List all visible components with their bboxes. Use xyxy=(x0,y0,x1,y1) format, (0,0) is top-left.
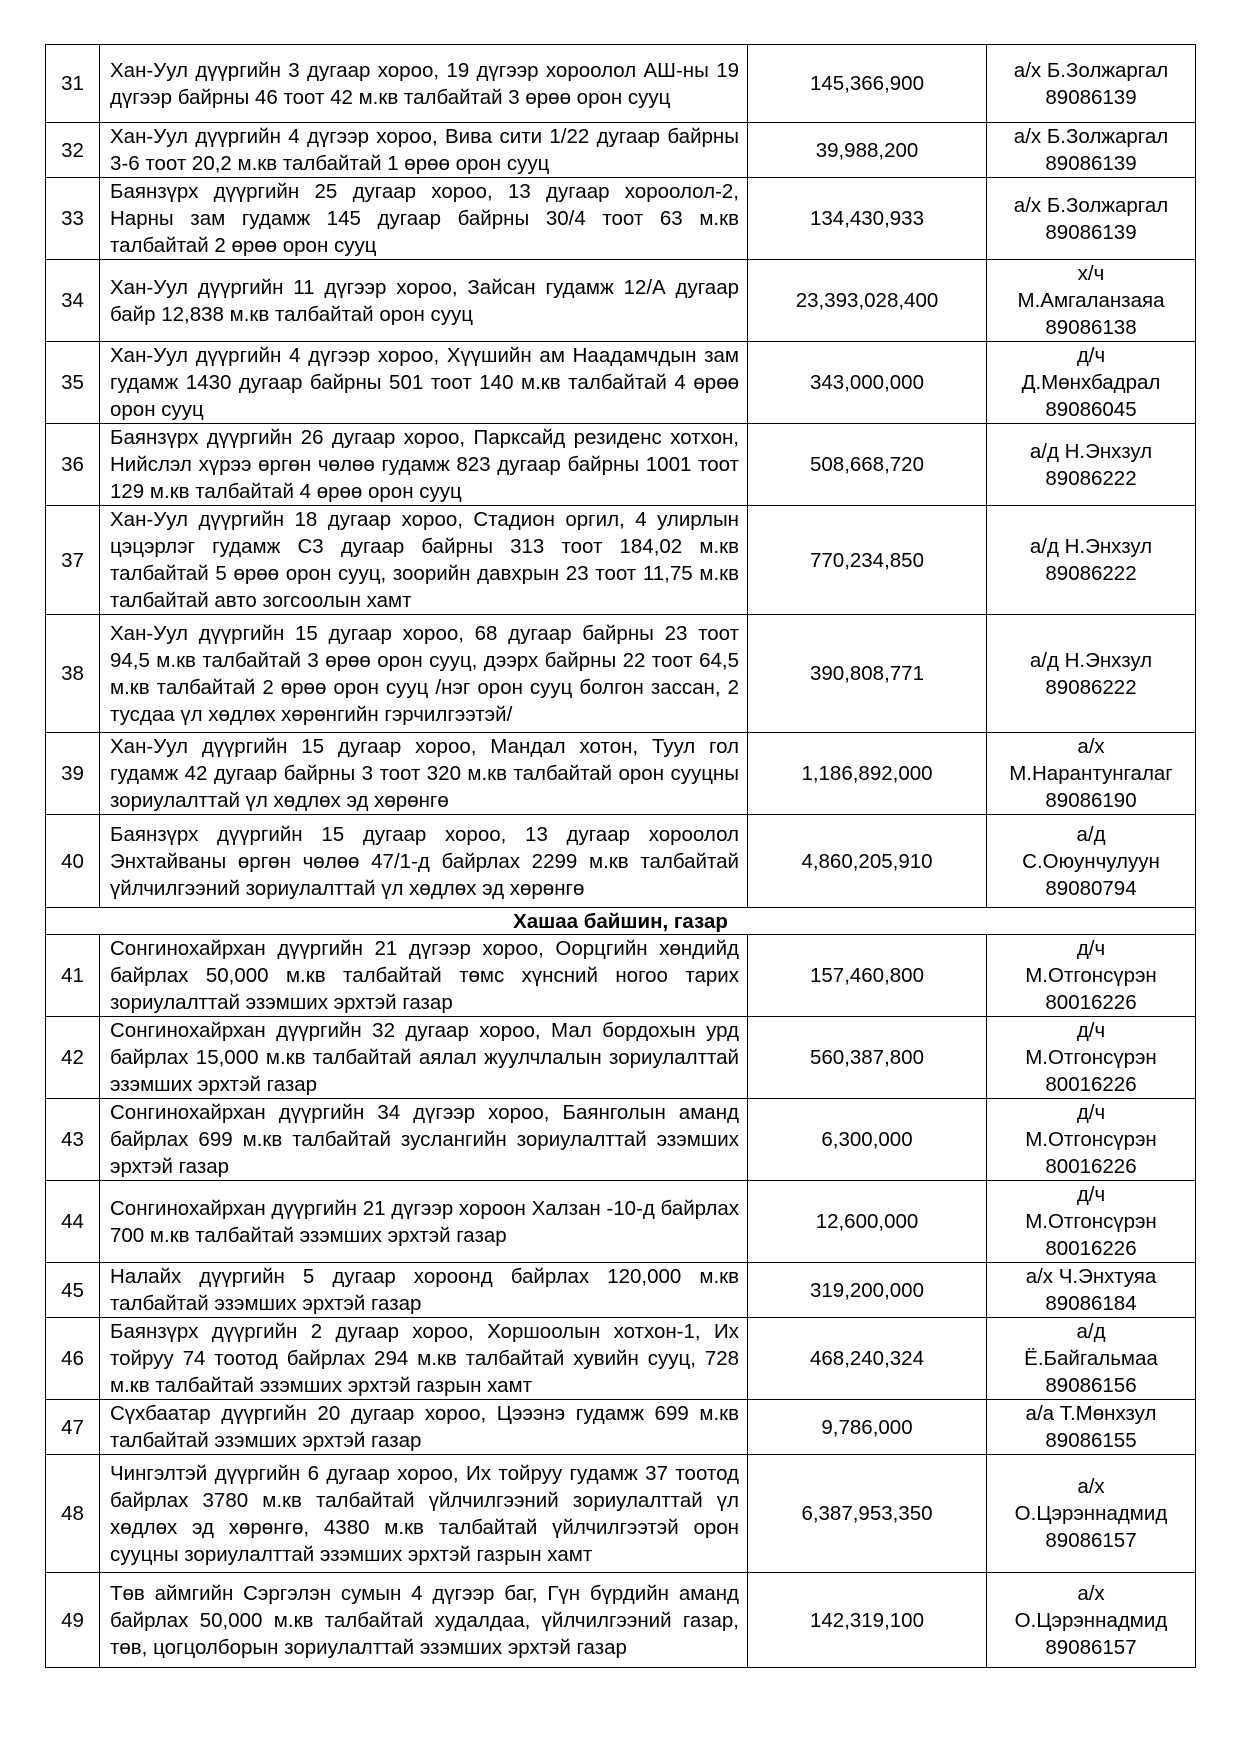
table-row xyxy=(46,615,1196,733)
table-row xyxy=(46,1318,1196,1400)
contact-name-line: а/д Н.Энхзул xyxy=(1029,439,1153,463)
property-table xyxy=(45,44,1196,1668)
contact-name-line: Ё.Байгальмаа xyxy=(1024,1347,1158,1370)
section-header-row xyxy=(46,908,1196,935)
starting-price: 39,988,200 xyxy=(748,123,987,178)
contact-name-line: а/х Ч.Энхтуяа xyxy=(1025,1265,1157,1288)
contact-name-line: а/а Т.Мөнхзул xyxy=(1025,1402,1157,1425)
contact-person xyxy=(987,1017,1196,1099)
table-row xyxy=(46,1455,1196,1573)
contact-name-line: а/д xyxy=(1076,1320,1106,1343)
starting-price: 12,600,000 xyxy=(748,1181,987,1263)
property-description: Хан-Уул дүүргийн 18 дугаар хороо, Стадион оргил, 4 улирлын цэцэрлэг гудамж С3 дугаар байрны 313 тоот 184,02 м.кв талбайтай 5 өрөө орон сууц, зоорийн давхрын 23 тоот 11,75 м.кв талбайтай авто зогсоолын хамт xyxy=(100,506,748,615)
property-description: Хан-Уул дүүргийн 3 дугаар хороо, 19 дүгээр хороолол АШ-ны 19 дүгээр байрны 46 тоот 42 м.кв талбайтай 3 өрөө орон сууц xyxy=(100,45,748,123)
table-row xyxy=(46,1181,1196,1263)
contact-name-line: М.Нарантунгалаг xyxy=(1009,762,1173,785)
contact-name-line: М.Отгонсүрэн xyxy=(1025,1210,1157,1233)
table-row xyxy=(46,1099,1196,1181)
contact-phone: 89086155 xyxy=(1045,1429,1137,1452)
contact-person xyxy=(987,1400,1196,1455)
row-number: 41 xyxy=(46,935,100,1017)
property-description: Налайх дүүргийн 5 дугаар хороонд байрлах 120,000 м.кв талбайтай эзэмших эрхтэй газар xyxy=(100,1263,748,1318)
contact-person xyxy=(987,1455,1196,1573)
contact-name-line: а/х Б.Золжаргал xyxy=(1013,58,1169,82)
contact-name-line: Д.Мөнхбадрал xyxy=(1021,371,1161,394)
row-number: 47 xyxy=(46,1400,100,1455)
contact-person xyxy=(987,1573,1196,1668)
property-description: Баянзүрх дүүргийн 25 дугаар хороо, 13 дугаар хороолол-2, Нарны зам гудамж 145 дугаар байрны 30/4 тоот 63 м.кв талбайтай 2 өрөө орон сууц xyxy=(100,178,748,260)
row-number: 42 xyxy=(46,1017,100,1099)
row-number: 48 xyxy=(46,1455,100,1573)
table-row xyxy=(46,342,1196,424)
property-description: Чингэлтэй дүүргийн 6 дугаар хороо, Их тойруу гудамж 37 тоотод байрлах 3780 м.кв талбайтай үйлчилгээний зориулалттай үл хөдлөх эд хөрөнгө, 4380 м.кв талбайтай үйлчилгээтэй орон сууцны зориулалттай эзэмших эрхтэй газрын хамт xyxy=(100,1455,748,1573)
contact-name-line: а/х xyxy=(1077,1581,1105,1605)
table-row xyxy=(46,1573,1196,1668)
contact-name-line: д/ч xyxy=(1076,1101,1106,1124)
property-description: Сонгинохайрхан дүүргийн 21 дүгээр хороо, Оорцгийн хөндийд байрлах 50,000 м.кв талбайтай төмс хүнсний ногоо тарих зориулалттай эзэмших эрхтэй газар xyxy=(100,935,748,1017)
contact-person xyxy=(987,615,1196,733)
starting-price: 4,860,205,910 xyxy=(748,815,987,908)
property-description: Сонгинохайрхан дүүргийн 21 дүгээр хороон Халзан -10-д байрлах 700 м.кв талбайтай эзэмших эрхтэй газар xyxy=(100,1181,748,1263)
contact-name-line: д/ч xyxy=(1076,344,1106,367)
contact-phone: 89086139 xyxy=(1045,85,1137,109)
contact-person xyxy=(987,815,1196,908)
contact-phone: 89086156 xyxy=(1045,1374,1137,1397)
row-number: 35 xyxy=(46,342,100,424)
property-description: Баянзүрх дүүргийн 15 дугаар хороо, 13 дугаар хороолол Энхтайваны өргөн чөлөө 47/1-д байрлах 2299 м.кв талбайтай үйлчилгээний зориулалттай үл хөдлөх эд хөрөнгө xyxy=(100,815,748,908)
contact-name-line: а/д Н.Энхзул xyxy=(1029,535,1153,558)
starting-price: 145,366,900 xyxy=(748,45,987,123)
table-body-apartments xyxy=(46,45,1196,908)
contact-name-line: О.Цэрэннадмид xyxy=(1014,1502,1168,1525)
contact-phone: 89086139 xyxy=(1045,220,1137,244)
property-description: Хан-Уул дүүргийн 15 дугаар хороо, 68 дугаар байрны 23 тоот 94,5 м.кв талбайтай 3 өрөө орон сууц, дээрх байрны 22 тоот 64,5 м.кв талбайтай 2 өрөө орон сууц /нэг орон сууц болгон зассан, 2 тусдаа үл хөдлөх хөрөнгийн гэрчилгээтэй/ xyxy=(100,615,748,733)
row-number: 33 xyxy=(46,178,100,260)
contact-phone: 89086157 xyxy=(1045,1529,1137,1552)
contact-name-line: С.Оюунчулуун xyxy=(1022,849,1160,873)
starting-price: 770,234,850 xyxy=(748,506,987,615)
contact-phone: 80016226 xyxy=(1045,991,1137,1014)
table-row xyxy=(46,935,1196,1017)
starting-price: 319,200,000 xyxy=(748,1263,987,1318)
contact-name-line: д/ч xyxy=(1076,1183,1106,1206)
row-number: 31 xyxy=(46,45,100,123)
property-description: Төв аймгийн Сэргэлэн сумын 4 дүгээр баг, Гүн бүрдийн аманд байрлах 50,000 м.кв талбайтай худалдаа, үйлчилгээний газар, төв, цогцолборын зориулалттай эзэмших эрхтэй газар xyxy=(100,1573,748,1668)
table-row xyxy=(46,733,1196,815)
row-number: 49 xyxy=(46,1573,100,1668)
contact-name-line: а/х xyxy=(1077,1475,1105,1498)
contact-person xyxy=(987,260,1196,342)
property-description: Сонгинохайрхан дүүргийн 34 дүгээр хороо, Баянголын аманд байрлах 699 м.кв талбайтай зуслангийн зориулалттай эзэмших эрхтэй газар xyxy=(100,1099,748,1181)
contact-phone: 89086157 xyxy=(1045,1635,1137,1659)
contact-person xyxy=(987,1099,1196,1181)
contact-person xyxy=(987,123,1196,178)
property-description: Баянзүрх дүүргийн 2 дугаар хороо, Хоршоолын хотхон-1, Их тойруу 74 тоотод байрлах 294 м.кв талбайтай хувийн сууц, 728 м.кв талбайтай эзэмших эрхтэй газрын хамт xyxy=(100,1318,748,1400)
table-row xyxy=(46,1263,1196,1318)
contact-name-line: М.Отгонсүрэн xyxy=(1025,964,1157,987)
starting-price: 1,186,892,000 xyxy=(748,733,987,815)
contact-person xyxy=(987,342,1196,424)
contact-phone: 89086184 xyxy=(1045,1292,1137,1315)
starting-price: 390,808,771 xyxy=(748,615,987,733)
row-number: 38 xyxy=(46,615,100,733)
table-row xyxy=(46,123,1196,178)
row-number: 44 xyxy=(46,1181,100,1263)
starting-price: 343,000,000 xyxy=(748,342,987,424)
contact-person xyxy=(987,935,1196,1017)
contact-person xyxy=(987,733,1196,815)
starting-price: 6,387,953,350 xyxy=(748,1455,987,1573)
contact-name-line: а/д Н.Энхзул xyxy=(1029,648,1153,672)
contact-person xyxy=(987,424,1196,506)
property-description: Хан-Уул дүүргийн 4 дүгээр хороо, Хүүшийн ам Наадамчдын зам гудамж 1430 дугаар байрны 501 тоот 140 м.кв талбайтай 4 өрөө орон сууц xyxy=(100,342,748,424)
contact-name-line: х/ч xyxy=(1077,262,1105,285)
table-row xyxy=(46,45,1196,123)
starting-price: 9,786,000 xyxy=(748,1400,987,1455)
contact-phone: 89086190 xyxy=(1045,789,1137,812)
contact-phone: 89086045 xyxy=(1045,398,1137,421)
contact-phone: 80016226 xyxy=(1045,1073,1137,1096)
row-number: 32 xyxy=(46,123,100,178)
contact-phone: 80016226 xyxy=(1045,1155,1137,1178)
starting-price: 468,240,324 xyxy=(748,1318,987,1400)
contact-person xyxy=(987,178,1196,260)
contact-person xyxy=(987,1318,1196,1400)
starting-price: 134,430,933 xyxy=(748,178,987,260)
table-row xyxy=(46,1017,1196,1099)
table-section xyxy=(46,908,1196,935)
property-description: Баянзүрх дүүргийн 26 дугаар хороо, Парксайд резиденс хотхон, Нийслэл хүрээ өргөн чөлөө гудамж 823 дугаар байрны 1001 тоот 129 м.кв талбайтай 4 өрөө орон сууц xyxy=(100,424,748,506)
property-description: Хан-Уул дүүргийн 15 дугаар хороо, Мандал хотон, Туул гол гудамж 42 дугаар байрны 3 тоот 320 м.кв талбайтай орон сууцны зориулалттай үл хөдлөх эд хөрөнгө xyxy=(100,733,748,815)
contact-phone: 89086222 xyxy=(1045,675,1137,699)
contact-phone: 89086138 xyxy=(1045,316,1137,339)
property-description: Хан-Уул дүүргийн 11 дүгээр хороо, Зайсан гудамж 12/А дугаар байр 12,838 м.кв талбайтай орон сууц xyxy=(100,260,748,342)
table-row xyxy=(46,1400,1196,1455)
contact-name-line: д/ч xyxy=(1076,1019,1106,1042)
contact-phone: 89086222 xyxy=(1045,466,1137,490)
contact-person xyxy=(987,45,1196,123)
table-row xyxy=(46,815,1196,908)
contact-name-line: М.Отгонсүрэн xyxy=(1025,1046,1157,1069)
row-number: 43 xyxy=(46,1099,100,1181)
contact-name-line: О.Цэрэннадмид xyxy=(1014,1608,1168,1632)
row-number: 36 xyxy=(46,424,100,506)
contact-name-line: а/х xyxy=(1077,735,1105,758)
table-row xyxy=(46,424,1196,506)
document-page xyxy=(45,44,1195,1668)
contact-name-line: д/ч xyxy=(1076,937,1106,960)
section-title: Хашаа байшин, газар xyxy=(46,908,1196,935)
table-row xyxy=(46,260,1196,342)
property-description: Хан-Уул дүүргийн 4 дүгээр хороо, Вива сити 1/22 дугаар байрны 3-6 тоот 20,2 м.кв талбайтай 1 өрөө орон сууц xyxy=(100,123,748,178)
row-number: 45 xyxy=(46,1263,100,1318)
starting-price: 560,387,800 xyxy=(748,1017,987,1099)
starting-price: 157,460,800 xyxy=(748,935,987,1017)
row-number: 34 xyxy=(46,260,100,342)
contact-name-line: а/х Б.Золжаргал xyxy=(1013,193,1169,217)
starting-price: 508,668,720 xyxy=(748,424,987,506)
contact-phone: 80016226 xyxy=(1045,1237,1137,1260)
table-body-land xyxy=(46,935,1196,1668)
row-number: 46 xyxy=(46,1318,100,1400)
row-number: 37 xyxy=(46,506,100,615)
contact-phone: 89080794 xyxy=(1045,876,1137,900)
contact-name-line: М.Отгонсүрэн xyxy=(1025,1128,1157,1151)
property-description: Сүхбаатар дүүргийн 20 дугаар хороо, Цэээнэ гудамж 699 м.кв талбайтай эзэмших эрхтэй газар xyxy=(100,1400,748,1455)
starting-price: 23,393,028,400 xyxy=(748,260,987,342)
contact-phone: 89086222 xyxy=(1045,562,1137,585)
contact-name-line: М.Амгаланзаяа xyxy=(1017,289,1165,312)
starting-price: 142,319,100 xyxy=(748,1573,987,1668)
table-row xyxy=(46,178,1196,260)
row-number: 40 xyxy=(46,815,100,908)
contact-person xyxy=(987,506,1196,615)
property-description: Сонгинохайрхан дүүргийн 32 дугаар хороо, Мал бордохын урд байрлах 15,000 м.кв талбайтай аялал жуулчлалын зориулалттай эзэмших эрхтэй газар xyxy=(100,1017,748,1099)
contact-person xyxy=(987,1181,1196,1263)
row-number: 39 xyxy=(46,733,100,815)
table-row xyxy=(46,506,1196,615)
contact-person xyxy=(987,1263,1196,1318)
contact-name-line: а/х Б.Золжаргал xyxy=(1013,125,1169,148)
contact-name-line: а/д xyxy=(1076,822,1106,846)
starting-price: 6,300,000 xyxy=(748,1099,987,1181)
contact-phone: 89086139 xyxy=(1045,152,1137,175)
